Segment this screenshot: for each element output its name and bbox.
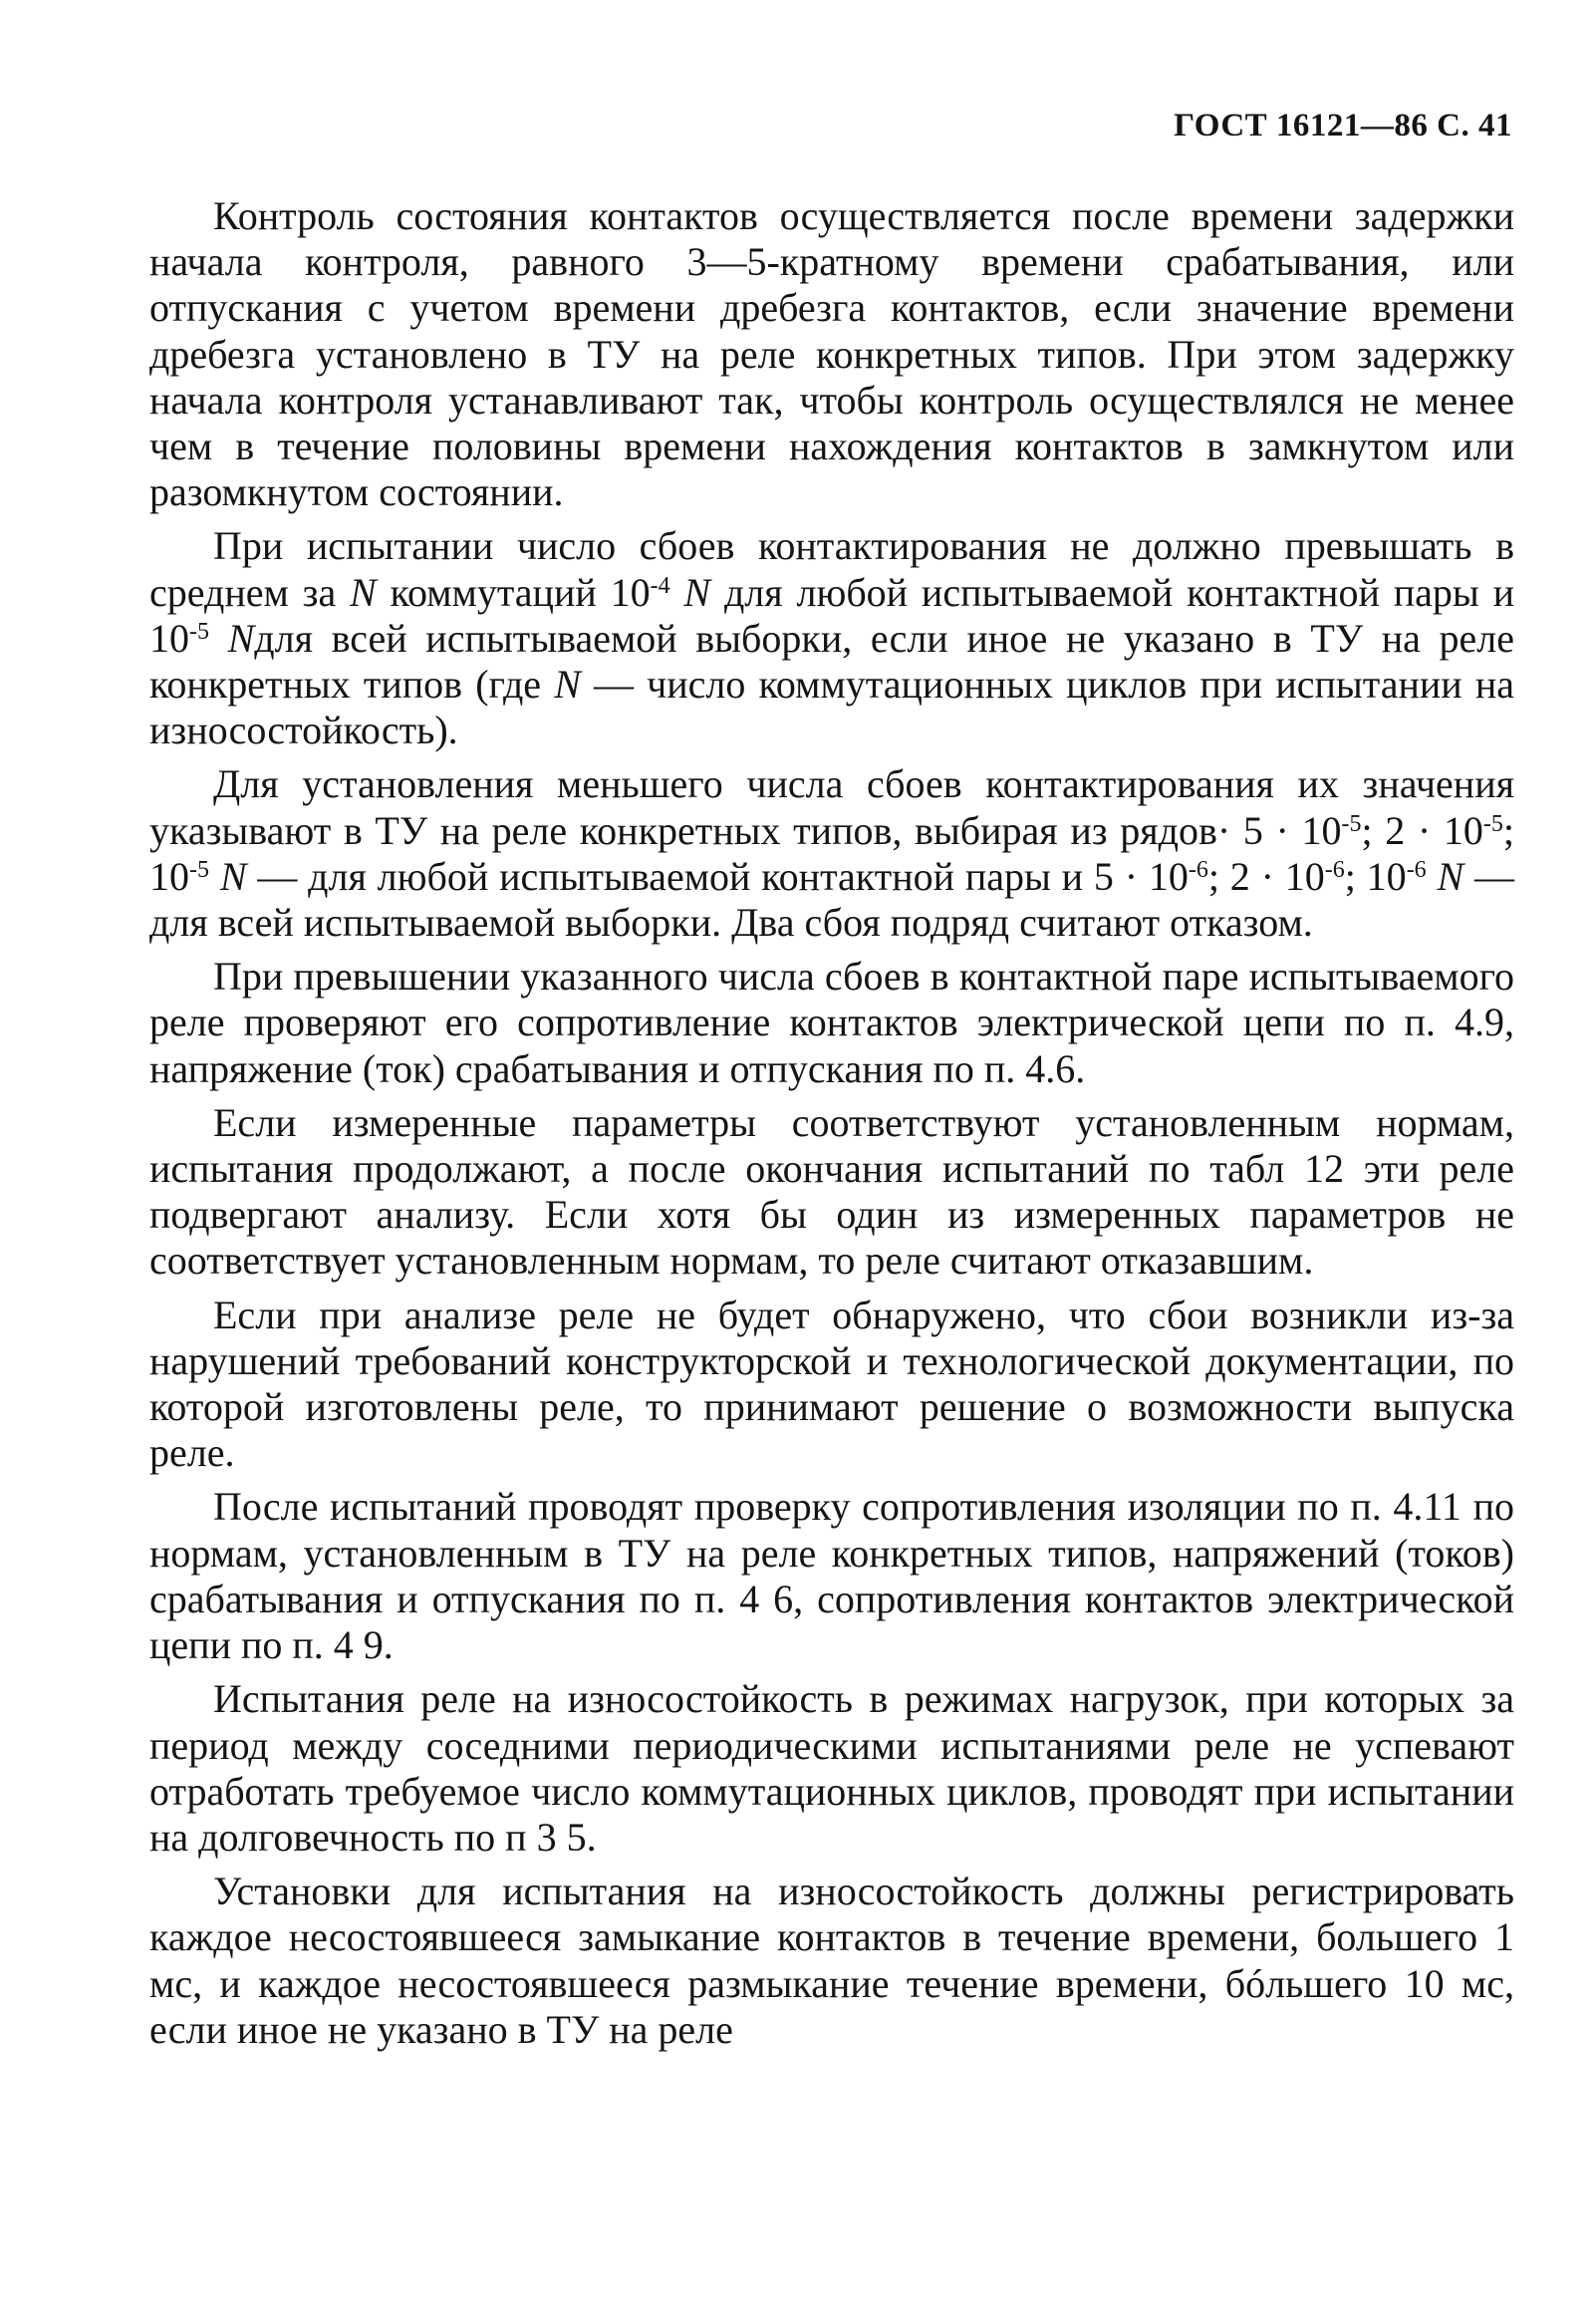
symbol-n: N xyxy=(669,569,711,615)
exponent: -6 xyxy=(1324,856,1345,883)
text-run: ; 10 xyxy=(149,807,1514,899)
paragraph-excess-failures: При превышении указанного числа сбоев в контактной паре испытываемого реле проверяют его сопротивление контактов электрической цепи по п. 4.9, напряжение (ток) срабатывания и отпускания по п. 4.6. xyxy=(149,954,1514,1091)
text-run: ; 2 · 10 xyxy=(1207,853,1325,899)
paragraph-test-setup: Установки для испытания на износостойкость должны регистрировать каждое несостоявшееся замыкание контактов в течение времени, большего 1 мс, и каждое несостоявшееся размыкание течение времени, бóльшего 10 мс, если иное не указано в ТУ на реле xyxy=(149,1869,1514,2052)
paragraph-analysis: Если при анализе реле не будет обнаружено, что сбои возникли из-за нарушений требований конструкторской и технологической документации, по которой изготовлены реле, то принимают решение о возможности выпуска реле. xyxy=(149,1292,1514,1476)
paragraph-failure-rate xyxy=(149,523,1514,753)
exponent: -5 xyxy=(189,856,209,883)
text-run: ; 10 xyxy=(1344,853,1407,899)
text-run: — число коммутационных циклов при испытании на износостойкость). xyxy=(149,662,1514,753)
text-run: — для любой испытываемой контактной пары и 5 · 10 xyxy=(246,853,1189,899)
exponent: -4 xyxy=(650,572,670,599)
document-body xyxy=(149,193,1514,2061)
symbol-n: N xyxy=(209,853,247,899)
text-run: — для всей испытываемой выборки. Два сбоя подряд считают отказом. xyxy=(149,853,1515,946)
exponent: -5 xyxy=(1341,810,1362,837)
text-run: для всей испытываемой выборки, если иное не указано в ТУ на реле конкретных типов (где xyxy=(149,615,1514,708)
paragraph-contact-control: Контроль состояния контактов осуществляется после времени задержки начала контроля, равного 3—5-кратному времени срабатывания, или отпускания с учетом времени дребезга контактов, если значение времени дребезга установлено в ТУ на реле конкретных типов. При этом задержку начала контроля устанавливают так, чтобы контроль осуществлялся не менее чем в течение половины времени нахождения контактов в замкнутом или разомкнутом состоянии. xyxy=(149,193,1514,515)
symbol-n: N xyxy=(554,662,581,708)
exponent: -6 xyxy=(1188,856,1208,883)
exponent: -6 xyxy=(1406,856,1427,883)
exponent: -5 xyxy=(189,618,209,645)
symbol-n: N xyxy=(350,569,377,615)
text-run: коммутаций 10 xyxy=(376,569,651,615)
paragraph-after-tests: После испытаний проводят проверку сопротивления изоляции по п. 4.11 по нормам, установленным в ТУ на реле конкретных типов, напряжений (токов) срабатывания и отпускания по п. 4 6, сопротивления контактов электрической цепи по п. 4 9. xyxy=(149,1484,1514,1668)
paragraph-load-modes: Испытания реле на износостойкость в режимах нагрузок, при которых за период между соседними периодическими испытаниями реле не успевают отработать требуемое число коммутационных циклов, проводят при испытании на долговечность по п 3 5. xyxy=(149,1676,1514,1860)
exponent: -5 xyxy=(1482,810,1503,837)
text-run: для любой испытываемой контактной пары и 10 xyxy=(149,569,1514,661)
text-run: При испытании число сбоев контактирования не должно превышать в среднем за xyxy=(149,523,1514,615)
paragraph-parameters-check: Если измеренные параметры соответствуют установленным нормам, испытания продолжают, а после окончания испытаний по табл 12 эти реле подвергают анализу. Если хотя бы один из измеренных параметров не соответствует установленным нормам, то реле считают отказавшим. xyxy=(149,1099,1514,1284)
text-run: Для установления меньшего числа сбоев контактирования их значения указывают в ТУ на реле конкретных типов, выбирая из рядов· 5 · 10 xyxy=(149,761,1514,853)
symbol-n: N xyxy=(1426,853,1464,899)
text-run: ; 2 · 10 xyxy=(1361,807,1483,853)
paragraph-failure-series xyxy=(149,761,1514,946)
symbol-n: N xyxy=(209,615,255,661)
page-header: ГОСТ 16121—86 С. 41 xyxy=(1174,108,1512,144)
